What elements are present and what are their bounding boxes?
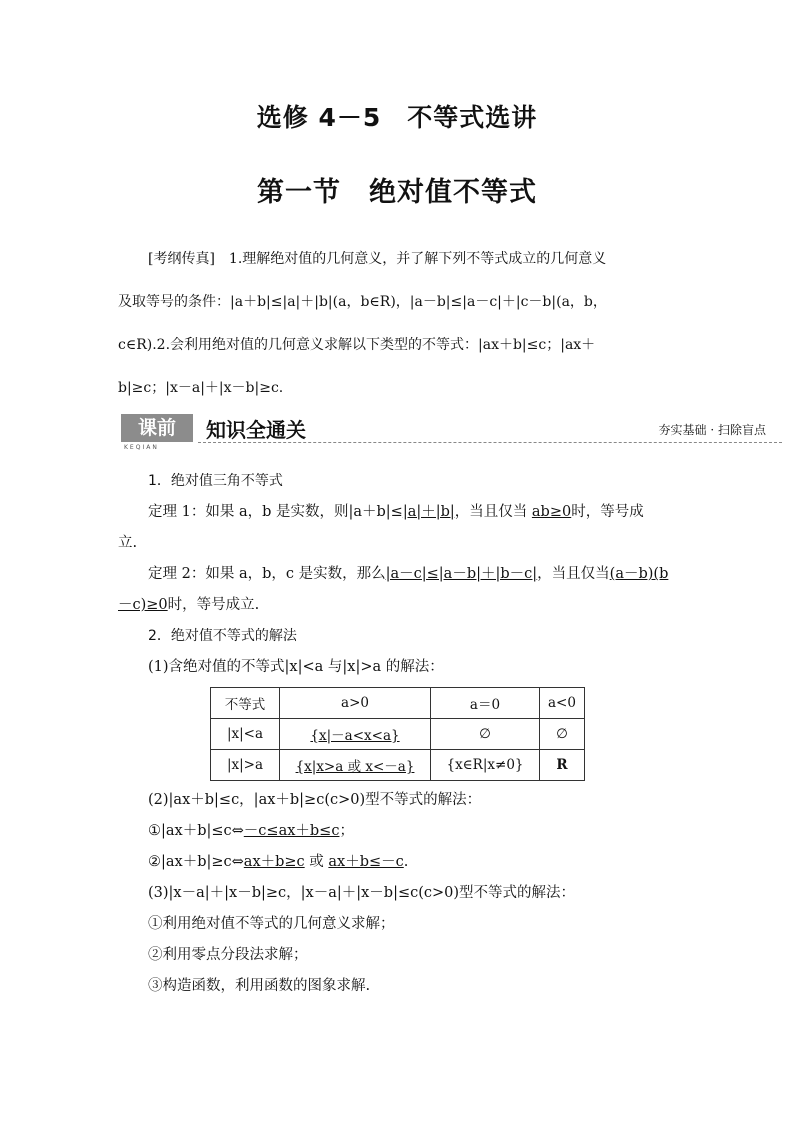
- theorem-2-text: 时，等号成立.: [167, 597, 260, 613]
- table-row: [211, 719, 585, 750]
- blank-answer: (a－b)(b: [609, 566, 669, 582]
- subheading-2: (2)|ax＋b|≤c，|ax＋b|≥c(c>0)型不等式的解法：: [148, 792, 482, 808]
- table-cell: |x|<a: [211, 719, 280, 750]
- theorem-1-text: ，当且仅当: [454, 504, 532, 520]
- table-cell: R: [540, 750, 585, 781]
- blank-answer: ab≥0: [531, 504, 572, 520]
- table-header: 不等式: [211, 688, 280, 719]
- subheading-3: (3)|x－a|＋|x－b|≥c，|x－a|＋|x－b|≤c(c>0)型不等式的解法：: [148, 885, 576, 901]
- main-title: 选修 4－5 不等式选讲: [256, 103, 538, 132]
- blank-answer: ax＋b≤－c: [328, 854, 404, 870]
- banner-right-text: 夯实基础 · 扫除盲点: [658, 423, 766, 437]
- table-header: a<0: [540, 688, 585, 719]
- method-text: .: [403, 854, 409, 870]
- method-2: [118, 847, 678, 878]
- intro-line: [考纲传真] 1.理解绝对值的几何意义，并了解下列不等式成立的几何意义: [148, 251, 607, 267]
- theorem-2-cont: [118, 590, 678, 621]
- blank-answer: |a－c|≤|a－b|＋|b－c|: [385, 566, 538, 582]
- method-1: [118, 816, 678, 847]
- blank-answer: －c≤ax＋b≤c: [243, 823, 340, 839]
- section-heading-2: 2．绝对值不等式的解法: [148, 628, 297, 644]
- intro-line: 及取等号的条件：|a＋b|≤|a|＋|b|(a，b∈R)，|a－b|≤|a－c|＋|c－b|(a，b，: [118, 294, 607, 310]
- banner-title: 知识全通关: [206, 418, 306, 442]
- theorem-1-text: 时，等号成: [571, 504, 644, 520]
- table-header-row: [211, 688, 585, 719]
- way-3: ③构造函数，利用函数的图象求解.: [148, 978, 371, 994]
- section-banner: [116, 410, 782, 451]
- theorem-1: [118, 497, 678, 528]
- banner-tag-sub: KEQIAN: [124, 444, 159, 451]
- section-heading-1: 1．绝对值三角不等式: [148, 473, 283, 489]
- banner-tag: 课前: [121, 414, 193, 442]
- table-header: a＝0: [431, 688, 540, 719]
- way-1: ①利用绝对值不等式的几何意义求解；: [148, 916, 395, 932]
- table-cell: {x|x>a 或 x<－a}: [280, 750, 431, 781]
- intro-line: b|≥c；|x－a|＋|x－b|≥c.: [118, 380, 284, 396]
- blank-answer: |a|＋|b|: [402, 504, 455, 520]
- theorem-2: [118, 559, 678, 590]
- table-cell: ∅: [431, 719, 540, 750]
- blank-answer: ax＋b≥c: [243, 854, 305, 870]
- solution-table: [210, 687, 585, 781]
- table-cell: |x|>a: [211, 750, 280, 781]
- knowledge-content: [118, 466, 678, 1002]
- blank-answer: －c)≥0: [118, 597, 168, 613]
- theorem-2-text: 定理 2：如果 a，b，c 是实数，那么: [148, 566, 386, 582]
- method-text: 或: [304, 854, 329, 870]
- syllabus-intro: [118, 238, 678, 410]
- theorem-1-text: 定理 1：如果 a，b 是实数，则|a＋b|≤: [148, 504, 403, 520]
- method-text: ；: [339, 823, 354, 839]
- intro-line: c∈R).2.会利用绝对值的几何意义求解以下类型的不等式：|ax＋b|≤c；|ax＋: [118, 337, 596, 353]
- table-cell: ∅: [540, 719, 585, 750]
- banner-divider: [198, 442, 782, 443]
- subheading-1: (1)含绝对值的不等式|x|<a 与|x|>a 的解法：: [148, 659, 444, 675]
- method-text: ②|ax＋b|≥c⇔: [148, 854, 244, 870]
- table-cell: {x∈R|x≠0}: [431, 750, 540, 781]
- table-row: [211, 750, 585, 781]
- theorem-1-cont: 立.: [118, 535, 138, 551]
- way-2: ②利用零点分段法求解；: [148, 947, 308, 963]
- theorem-2-text: ，当且仅当: [537, 566, 610, 582]
- method-text: ①|ax＋b|≤c⇔: [148, 823, 244, 839]
- table-header: a>0: [280, 688, 431, 719]
- table-cell: {x|－a<x<a}: [280, 719, 431, 750]
- section-title: 第一节 绝对值不等式: [257, 177, 537, 208]
